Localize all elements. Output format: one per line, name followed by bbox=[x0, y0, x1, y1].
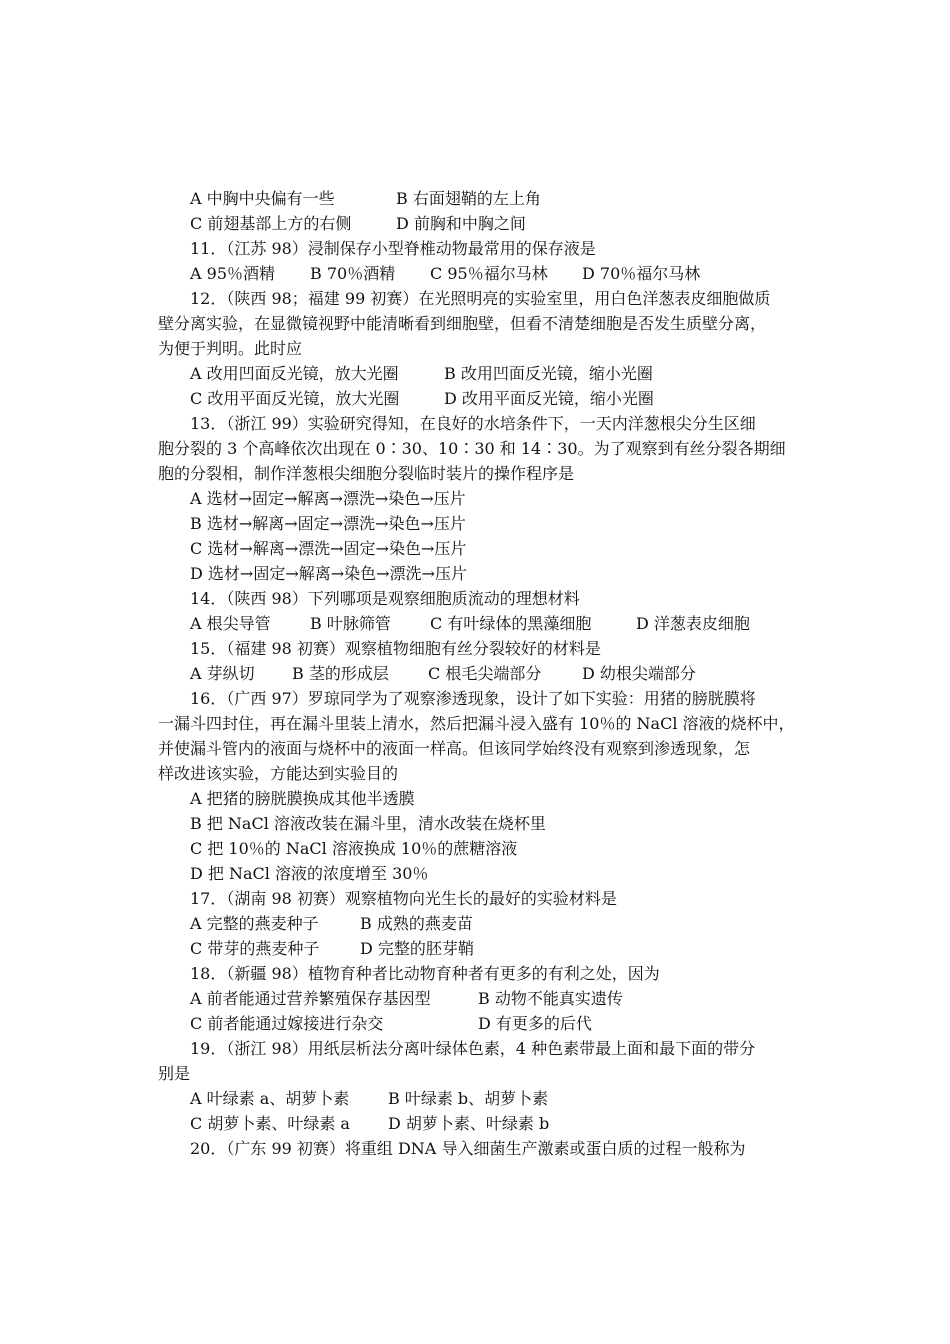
question-19-stem-line-2: 别是 bbox=[158, 1064, 191, 1083]
option-b: B 成熟的燕麦苗 bbox=[360, 914, 473, 933]
question-17-stem: 17．（湖南 98 初赛）观察植物向光生长的最好的实验材料是 bbox=[190, 889, 617, 908]
question-14-stem: 14．（陕西 98）下列哪项是观察细胞质流动的理想材料 bbox=[190, 589, 580, 608]
option-d: D 胡萝卜素、叶绿素 b bbox=[388, 1114, 550, 1133]
option-a: A 95％酒精 bbox=[190, 264, 276, 283]
q10-options-row-1 bbox=[190, 186, 541, 211]
q16-option-d: D 把 NaCl 溶液的浓度增至 30％ bbox=[190, 864, 429, 883]
q17-options-row-2 bbox=[190, 936, 474, 961]
option-d: D 70％福尔马林 bbox=[582, 264, 701, 283]
q15-options-row bbox=[190, 661, 696, 686]
q11-options-row bbox=[190, 261, 700, 286]
question-12-stem-line-2: 壁分离实验，在显微镜视野中能清晰看到细胞壁，但看不清楚细胞是否发生质壁分离， bbox=[158, 314, 767, 333]
q13-option-c: C 选材→解离→漂洗→固定→染色→压片 bbox=[190, 539, 467, 558]
option-b: B 动物不能真实遗传 bbox=[478, 989, 623, 1008]
question-11-stem: 11．（江苏 98）浸制保存小型脊椎动物最常用的保存液是 bbox=[190, 239, 596, 258]
question-20-stem: 20．（广东 99 初赛）将重组 DNA 导入细菌生产激素或蛋白质的过程一般称为 bbox=[190, 1139, 746, 1158]
question-19-stem-line-1: 19．（浙江 98）用纸层析法分离叶绿体色素，4 种色素带最上面和最下面的带分 bbox=[190, 1039, 756, 1058]
question-16-stem-line-3: 并使漏斗管内的液面与烧杯中的液面一样高。但该同学始终没有观察到渗透现象，怎 bbox=[158, 739, 751, 758]
option-a: A 改用凹面反光镜，放大光圈 bbox=[190, 364, 399, 383]
option-a: A 根尖导管 bbox=[190, 614, 271, 633]
q14-options-row bbox=[190, 611, 750, 636]
q16-option-b: B 把 NaCl 溶液改装在漏斗里，清水改装在烧杯里 bbox=[190, 814, 546, 833]
option-d: D 幼根尖端部分 bbox=[582, 664, 696, 683]
q19-options-row-2 bbox=[190, 1111, 549, 1136]
option-c: C 胡萝卜素、叶绿素 a bbox=[190, 1114, 350, 1133]
option-d: D 完整的胚芽鞘 bbox=[360, 939, 474, 958]
q13-option-a: A 选材→固定→解离→漂洗→染色→压片 bbox=[190, 489, 466, 508]
option-d: D 洋葱表皮细胞 bbox=[636, 614, 750, 633]
option-c: C 前翅基部上方的右侧 bbox=[190, 214, 352, 233]
question-13-stem-line-3: 胞的分裂相，制作洋葱根尖细胞分裂临时装片的操作程序是 bbox=[158, 464, 575, 483]
option-b: B 右面翅鞘的左上角 bbox=[396, 189, 541, 208]
q13-option-b: B 选材→解离→固定→漂洗→染色→压片 bbox=[190, 514, 466, 533]
option-a: A 中胸中央偏有一些 bbox=[190, 189, 335, 208]
option-c: C 95％福尔马林 bbox=[430, 264, 548, 283]
q16-option-c: C 把 10％的 NaCl 溶液换成 10％的蔗糖溶液 bbox=[190, 839, 518, 858]
option-c: C 带芽的燕麦种子 bbox=[190, 939, 320, 958]
option-a: A 前者能通过营养繁殖保存基因型 bbox=[190, 989, 431, 1008]
question-16-stem-line-1: 16．（广西 97）罗琼同学为了观察渗透现象，设计了如下实验：用猪的膀胱膜将 bbox=[190, 689, 756, 708]
option-c: C 有叶绿体的黑藻细胞 bbox=[430, 614, 592, 633]
option-c: C 改用平面反光镜，放大光圈 bbox=[190, 389, 400, 408]
option-d: D 有更多的后代 bbox=[478, 1014, 592, 1033]
question-18-stem: 18．（新疆 98）植物育种者比动物育种者有更多的有利之处，因为 bbox=[190, 964, 660, 983]
question-13-stem-line-2: 胞分裂的 3 个高峰依次出现在 0∶30、10∶30 和 14∶30。为了观察到有丝分裂各期细 bbox=[158, 439, 786, 458]
q17-options-row-1 bbox=[190, 911, 473, 936]
option-b: B 茎的形成层 bbox=[292, 664, 389, 683]
option-b: B 改用凹面反光镜，缩小光圈 bbox=[444, 364, 653, 383]
question-12-stem-line-3: 为便于判明。此时应 bbox=[158, 339, 303, 358]
q12-options-row-1 bbox=[190, 361, 653, 386]
option-c: C 根毛尖端部分 bbox=[428, 664, 542, 683]
q13-option-d: D 选材→固定→解离→染色→漂洗→压片 bbox=[190, 564, 467, 583]
option-b: B 叶脉筛管 bbox=[310, 614, 391, 633]
option-d: D 改用平面反光镜，缩小光圈 bbox=[444, 389, 654, 408]
question-13-stem-line-1: 13．（浙江 99）实验研究得知，在良好的水培条件下，一天内洋葱根尖分生区细 bbox=[190, 414, 756, 433]
question-16-stem-line-4: 样改进该实验，方能达到实验目的 bbox=[158, 764, 399, 783]
option-a: A 芽纵切 bbox=[190, 664, 255, 683]
option-c: C 前者能通过嫁接进行杂交 bbox=[190, 1014, 384, 1033]
q12-options-row-2 bbox=[190, 386, 654, 411]
option-a: A 完整的燕麦种子 bbox=[190, 914, 319, 933]
q18-options-row-2 bbox=[190, 1011, 592, 1036]
question-12-stem-line-1: 12．（陕西 98；福建 99 初赛）在光照明亮的实验室里，用白色洋葱表皮细胞做质 bbox=[190, 289, 771, 308]
question-16-stem-line-2: 一漏斗四封住，再在漏斗里装上清水，然后把漏斗浸入盛有 10％的 NaCl 溶液的烧杯中， bbox=[158, 714, 795, 733]
option-b: B 叶绿素 b、胡萝卜素 bbox=[388, 1089, 549, 1108]
q16-option-a: A 把猪的膀胱膜换成其他半透膜 bbox=[190, 789, 415, 808]
q19-options-row-1 bbox=[190, 1086, 548, 1111]
question-15-stem: 15．（福建 98 初赛）观察植物细胞有丝分裂较好的材料是 bbox=[190, 639, 601, 658]
option-b: B 70％酒精 bbox=[310, 264, 396, 283]
option-d: D 前胸和中胸之间 bbox=[396, 214, 526, 233]
option-a: A 叶绿素 a、胡萝卜素 bbox=[190, 1089, 350, 1108]
q18-options-row-1 bbox=[190, 986, 623, 1011]
q10-options-row-2 bbox=[190, 211, 526, 236]
